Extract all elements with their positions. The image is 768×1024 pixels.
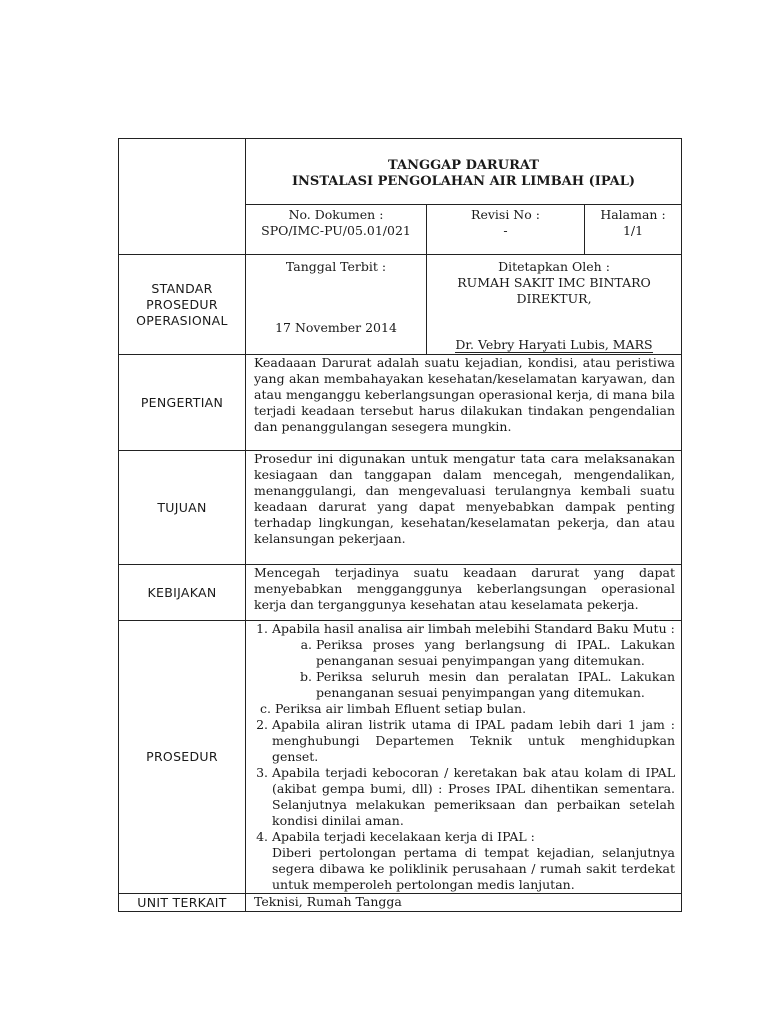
unit-terkait-text: Teknisi, Rumah Tangga bbox=[246, 894, 682, 912]
sop-label-line-2: PROSEDUR bbox=[146, 296, 218, 312]
prosedur-step-1c bbox=[260, 701, 681, 717]
revision-label: Revisi No : bbox=[471, 207, 540, 222]
issue-date-label: Tanggal Terbit : bbox=[285, 259, 387, 274]
issue-date-cell bbox=[246, 255, 427, 355]
prosedur-step-1 bbox=[272, 621, 675, 701]
kebijakan-text: Mencegah terjadinya suatu keadaan darurat yang dapat menyebabkan mengganggunya keberlangsungan operasional kerja dan terganggunya kesehatan atau keselamata pekerja. bbox=[246, 565, 682, 621]
director-signature-name: Dr. Vebry Haryati Lubis, MARS bbox=[455, 337, 653, 352]
document-title bbox=[246, 139, 682, 205]
approval-cell bbox=[427, 255, 682, 355]
page-cell bbox=[585, 205, 682, 255]
document-number-label: No. Dokumen : bbox=[288, 207, 384, 222]
revision-value: - bbox=[503, 223, 508, 238]
document-number-cell bbox=[246, 205, 427, 255]
title-line-1: TANGGAP DARURAT bbox=[388, 157, 539, 173]
hospital-name: RUMAH SAKIT IMC BINTARO bbox=[457, 275, 651, 290]
document-number-value: SPO/IMC-PU/05.01/021 bbox=[261, 223, 411, 238]
tujuan-text: Prosedur ini digunakan untuk mengatur tata cara melaksanakan kesiagaan dan tanggapan dalam mencegah, mengendalikan, menanggulangi, dan mengevaluasi terulangnya kembali suatu keadaan darurat yang dapat menyebabkan dampak penting terhadap lingkungan, kesehatan/keselamatan pekerja, dan atau kelansungan pekerjaan. bbox=[246, 451, 682, 565]
sop-label bbox=[119, 255, 246, 355]
page-value: 1/1 bbox=[622, 223, 644, 238]
revision-cell bbox=[427, 205, 585, 255]
prosedur-step-1-text: Apabila hasil analisa air limbah melebihi Standard Baku Mutu : bbox=[272, 621, 675, 636]
prosedur-step-4-detail: Diberi pertolongan pertama di tempat kejadian, selanjutnya segera dibawa ke poliklinik perusahaan / rumah sakit terdekat untuk memperoleh pertolongan medis lanjutan. bbox=[272, 845, 675, 892]
prosedur-step-1c-marker: c. bbox=[260, 701, 271, 716]
prosedur-step-4-text: 4. Apabila terjadi kecelakaan kerja di IPAL : bbox=[272, 829, 535, 844]
prosedur-step-1a: a. Periksa proses yang berlangsung di IPAL. Lakukan penanganan sesuai penyimpangan yang ditemukan. bbox=[316, 637, 675, 669]
director-title: DIREKTUR, bbox=[516, 291, 592, 306]
prosedur-step-4 bbox=[272, 829, 675, 893]
prosedur-label: PROSEDUR bbox=[119, 621, 246, 894]
prosedur-list-continued bbox=[246, 717, 681, 893]
title-line-2: INSTALASI PENGOLAHAN AIR LIMBAH (IPAL) bbox=[291, 173, 636, 189]
prosedur-step-1-sublist bbox=[272, 637, 675, 701]
prosedur-step-1b: b. Periksa seluruh mesin dan peralatan IPAL. Lakukan penanganan sesuai penyimpangan yang ditemukan. bbox=[316, 669, 675, 701]
prosedur-step-1c-text: Periksa air limbah Efluent setiap bulan. bbox=[274, 701, 527, 716]
pengertian-text: Keadaaan Darurat adalah suatu kejadian, kondisi, atau peristiwa yang akan membahayakan kesehatan/keselamatan karyawan, dan atau menganggu keberlangsungan operasional kerja, di mana bila terjadi keadaan tersebut harus dilakukan tindakan pengendalian dan penanggulangan sesegera mungkin. bbox=[246, 355, 682, 451]
prosedur-content bbox=[246, 621, 682, 894]
tujuan-label: TUJUAN bbox=[119, 451, 246, 565]
pengertian-label: PENGERTIAN bbox=[119, 355, 246, 451]
page-label: Halaman : bbox=[600, 207, 666, 222]
sop-label-line-3: OPERASIONAL bbox=[136, 312, 228, 328]
issue-date-value: 17 November 2014 bbox=[275, 320, 397, 335]
sop-table bbox=[118, 138, 682, 912]
sop-label-line-1: STANDAR bbox=[151, 280, 213, 296]
approved-by-label: Ditetapkan Oleh : bbox=[498, 259, 610, 274]
sop-document bbox=[118, 138, 681, 912]
prosedur-list bbox=[246, 621, 681, 701]
prosedur-step-2: 2. Apabila aliran listrik utama di IPAL padam lebih dari 1 jam : menghubungi Departemen Teknik untuk menghidupkan genset. bbox=[272, 717, 675, 765]
prosedur-step-3: 3. Apabila terjadi kebocoran / keretakan bak atau kolam di IPAL (akibat gempa bumi, dll) : Proses IPAL dihentikan sementara. Selanjutnya melakukan pemeriksaan dan perbaikan setelah kondisi dinilai aman. bbox=[272, 765, 675, 829]
logo-cell bbox=[119, 139, 246, 255]
kebijakan-label: KEBIJAKAN bbox=[119, 565, 246, 621]
unit-terkait-label: UNIT TERKAIT bbox=[119, 894, 246, 912]
